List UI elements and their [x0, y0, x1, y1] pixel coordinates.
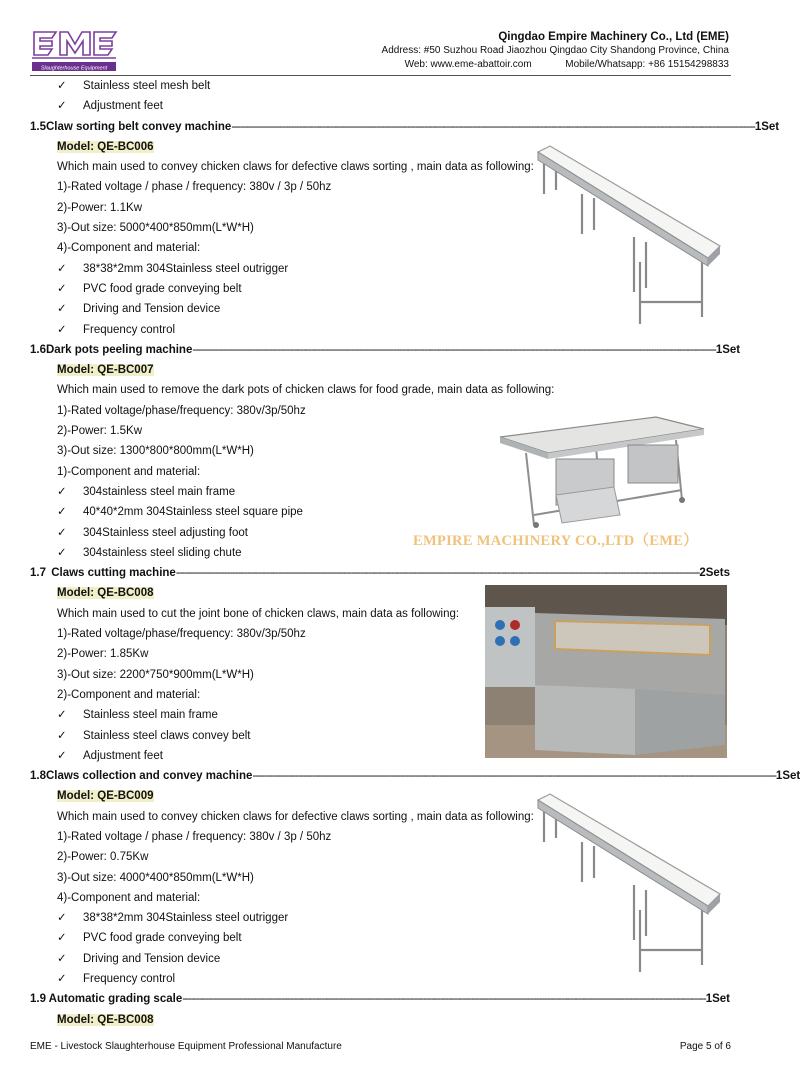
- watermark: EMPIRE MACHINERY CO.,LTD（EME）: [413, 533, 699, 549]
- spec: 1)-Rated voltage / phase / frequency: 380v / 3p / 50hz: [57, 181, 332, 194]
- check-icon: ✓: [57, 546, 67, 559]
- check-icon: ✓: [57, 729, 67, 742]
- list-item: ✓ 304Stainless steel adjusting foot: [30, 523, 730, 543]
- list-item: ✓ 304stainless steel main frame: [30, 482, 730, 502]
- model-label: Model: QE-BC007: [57, 364, 154, 377]
- page-header: [0, 0, 761, 80]
- check-icon: ✓: [57, 709, 67, 722]
- list-item: ✓ Stainless steel mesh belt: [30, 76, 730, 96]
- list-item: ✓ Adjustment feet: [30, 96, 730, 116]
- check-icon: ✓: [57, 506, 67, 519]
- check-icon: ✓: [57, 282, 67, 295]
- model-label: Model: QE-BC006: [57, 140, 154, 153]
- list-item: ✓ Driving and Tension device: [30, 299, 730, 319]
- check-icon: ✓: [57, 303, 67, 316]
- footer-tagline: EME - Livestock Slaughterhouse Equipment Professional Manufacture: [30, 1041, 342, 1052]
- company-name: Qingdao Empire Machinery Co., Ltd (EME): [498, 31, 729, 43]
- spec: 2)-Power: 1.1Kw: [57, 201, 143, 214]
- check-icon: ✓: [57, 749, 67, 762]
- check-icon: ✓: [57, 262, 67, 275]
- spec: 2)-Power: 1.85Kw: [57, 648, 149, 661]
- check-icon: ✓: [57, 932, 67, 945]
- check-icon: ✓: [57, 485, 67, 498]
- check-icon: ✓: [57, 323, 67, 336]
- spec: 3)-Out size: 1300*800*800mm(L*W*H): [57, 445, 254, 458]
- spec: 2)-Component and material:: [57, 688, 201, 701]
- section-title: 1.6 Dark pots peeling machine ----------------------------------------------------------------------------------------------------------------------------------------------------------------------------------------- 1Set: [30, 343, 741, 356]
- spec: 3)-Out size: 2200*750*900mm(L*W*H): [57, 668, 254, 681]
- section-title: 1.9 Automatic grading scale ----------------------------------------------------------------------------------------------------------------------------------------------------------------------------------------- 1Set: [30, 993, 730, 1006]
- belt-conveyor-image: [532, 142, 727, 328]
- list-item: ✓ Stainless steel main frame: [30, 705, 730, 725]
- list-item: ✓ Driving and Tension device: [30, 949, 730, 969]
- description: Which main used to remove the dark pots of chicken claws for food grade, main data as following:: [57, 384, 555, 397]
- spec: 1)-Component and material:: [57, 465, 201, 478]
- check-icon: ✓: [57, 912, 67, 925]
- model-label: Model: QE-BC008: [57, 587, 154, 600]
- eme-logo: [30, 28, 118, 74]
- section-title: 1.8 Claws collection and convey machine ----------------------------------------------------------------------------------------------------------------------------------------------------------------------------------------- 1Set: [30, 770, 800, 783]
- claws-cutting-machine-image: [485, 585, 727, 758]
- model-label: Model: QE-BC008: [57, 1013, 154, 1026]
- list-item: ✓ PVC food grade conveying belt: [30, 279, 730, 299]
- list-item: ✓ Adjustment feet: [30, 746, 730, 766]
- check-icon: ✓: [57, 526, 67, 539]
- description: Which main used to cut the joint bone of chicken claws, main data as following:: [57, 607, 460, 620]
- spec: 3)-Out size: 5000*400*850mm(L*W*H): [57, 222, 254, 235]
- spec: 1)-Rated voltage / phase / frequency: 380v / 3p / 50hz: [57, 830, 332, 843]
- logo-subtext: Slaughterhouse Equipment: [40, 65, 108, 72]
- spec: 1)-Rated voltage/phase/frequency: 380v/3p/50hz: [57, 404, 306, 417]
- check-icon: ✓: [57, 80, 67, 92]
- belt-conveyor-image-2: [532, 790, 727, 976]
- check-icon: ✓: [57, 973, 67, 986]
- company-info: [382, 30, 729, 72]
- description: Which main used to convey chicken claws for defective claws sorting , main data as following:: [57, 810, 534, 823]
- website[interactable]: Web: www.eme-abattoir.com: [404, 59, 532, 70]
- spec: 4)-Component and material:: [57, 242, 201, 255]
- check-icon: ✓: [57, 100, 67, 113]
- phone: Mobile/Whatsapp: +86 15154298833: [565, 59, 729, 70]
- list-item: ✓ Stainless steel claws convey belt: [30, 726, 730, 746]
- page-footer: [30, 1041, 731, 1052]
- list-item: ✓ PVC food grade conveying belt: [30, 928, 730, 948]
- list-item: ✓ 38*38*2mm 304Stainless steel outrigger: [30, 259, 730, 279]
- check-icon: ✓: [57, 952, 67, 965]
- list-item: ✓ 38*38*2mm 304Stainless steel outrigger: [30, 908, 730, 928]
- list-item: ✓ Frequency control: [30, 969, 730, 989]
- description: Which main used to convey chicken claws for defective claws sorting , main data as following:: [57, 161, 534, 174]
- spec: 4)-Component and material:: [57, 891, 201, 904]
- list-item: ✓ 304stainless steel sliding chute: [30, 543, 730, 563]
- spec: 1)-Rated voltage/phase/frequency: 380v/3p/50hz: [57, 628, 306, 641]
- spec: 2)-Power: 0.75Kw: [57, 851, 149, 864]
- peeling-machine-image: [496, 415, 708, 537]
- contact-line: [382, 58, 729, 72]
- page-number: Page 5 of 6: [679, 1041, 731, 1052]
- list-item: ✓ 40*40*2mm 304Stainless steel square pipe: [30, 502, 730, 522]
- section-title: 1.5 Claw sorting belt convey machine ----------------------------------------------------------------------------------------------------------------------------------------------------------------------------------------- 1Set: [30, 120, 780, 133]
- list-item: ✓ Frequency control: [30, 320, 730, 340]
- model-label: Model: QE-BC009: [57, 790, 154, 803]
- company-address: Address: #50 Suzhou Road Jiaozhou Qingdao City Shandong Province, China: [381, 45, 729, 56]
- spec: 2)-Power: 1.5Kw: [57, 425, 143, 438]
- section-title: 1.7 Claws cutting machine ----------------------------------------------------------------------------------------------------------------------------------------------------------------------------------------- 2Sets: [30, 567, 730, 580]
- spec: 3)-Out size: 4000*400*850mm(L*W*H): [57, 871, 254, 884]
